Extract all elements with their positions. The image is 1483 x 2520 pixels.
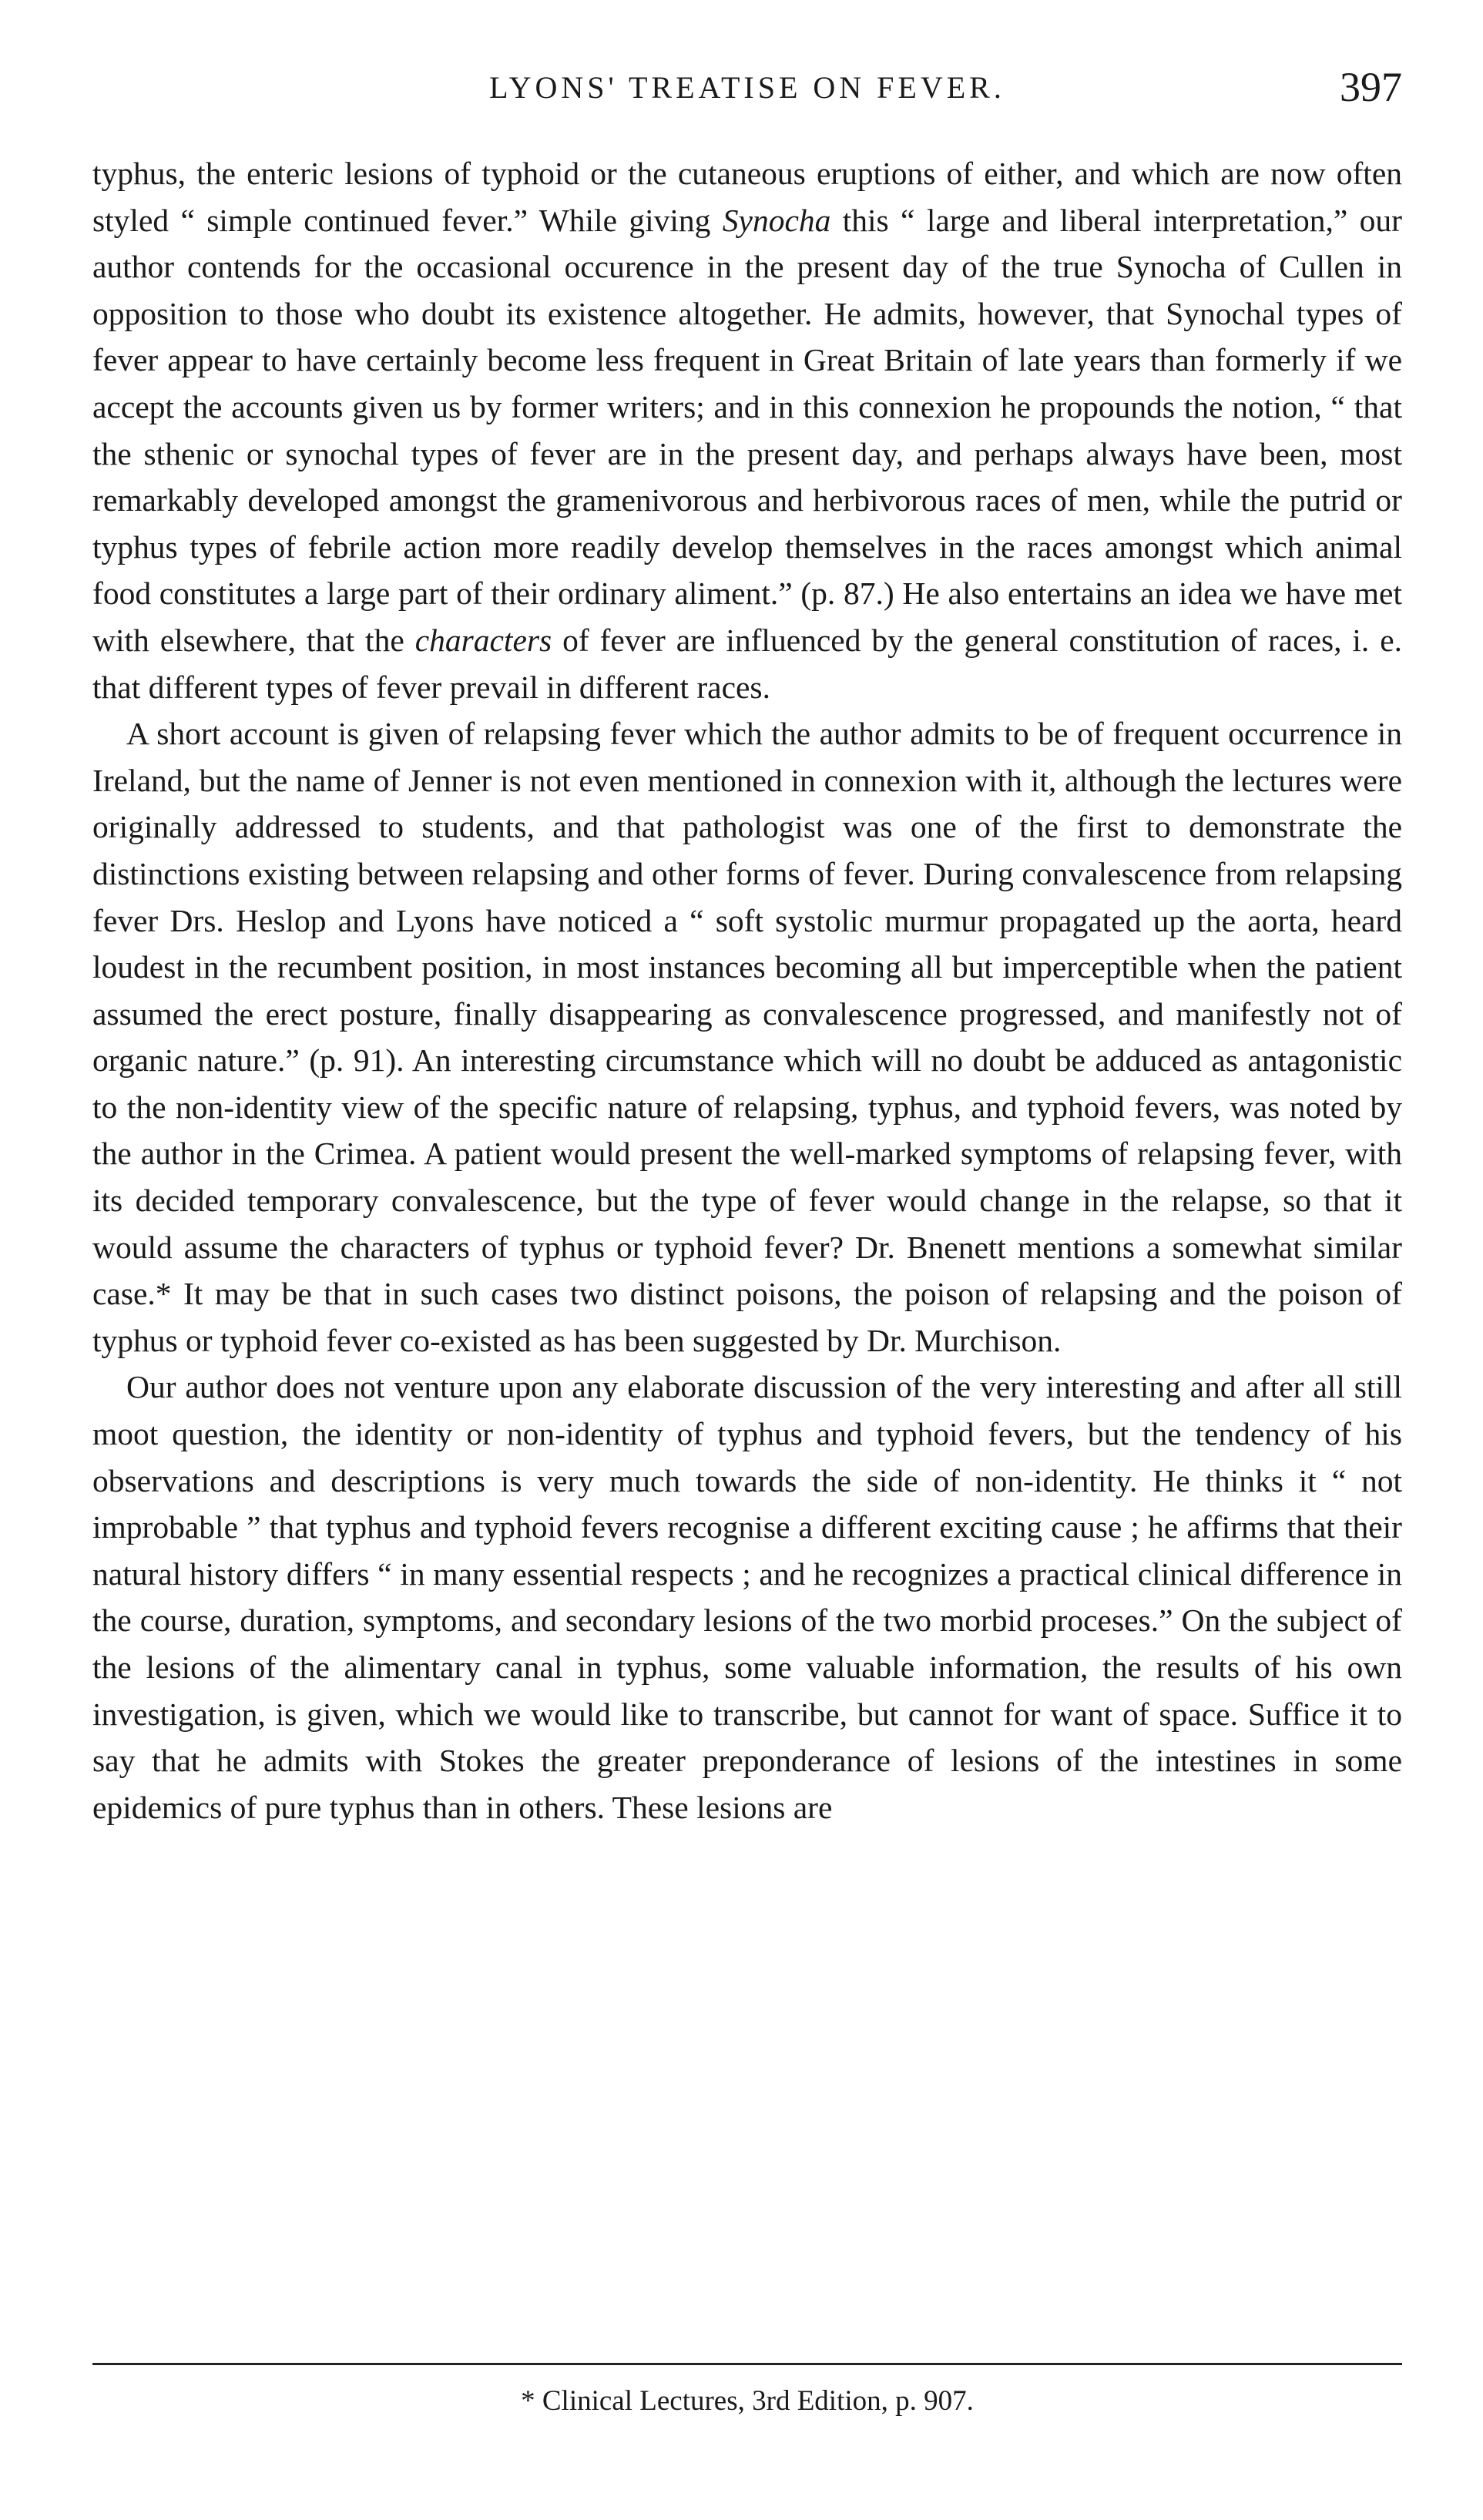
text-run: Our author does not venture upon any elaborate discussion of the very interesting and after all still moot question, the identity or non-identity of typhus and typhoid fevers, but the tendency of his observations and descriptions is very much towards the side of non-identity. He thinks it “ not improbable ” that typhus and typhoid fevers recognise a different exciting cause ; he affirms that their natural history differs “ in many essential respects ; and he recognizes a practical clinical difference in the course, duration, symptoms, and secondary lesions of the two morbid proceses.” On the subject of the lesions of the alimentary canal in typhus, some valuable information, the results of his own investigation, is given, which we would like to transcribe, but cannot for want of space. Suffice it to say that he admits with Stokes the greater preponderance of lesions of the intestines in some epidemics of pure typhus than in others. These lesions are [92,1369,1402,1825]
text-run: of fever are influenced by the general constitution of races, i. e. that different types of fever prevail in different races. [92,622,1403,705]
italic-text: characters [414,622,552,658]
text-run: A short account is given of relapsing fever which the author admits to be of frequent occurrence in Ireland, but the name of Jenner is not even mentioned in connexion with it, although the lectures were originally addressed to students, and that pathologist was one of the first to demonstrate the distinctions existing between relapsing and other forms of fever. During convalescence from relapsing fever Drs. Heslop and Lyons have noticed a “ soft systolic murmur propagated up the aorta, heard loudest in the recumbent position, in most instances becoming all but imperceptible when the patient assumed the erect posture, finally disappearing as convalescence progressed, and manifestly not of organic nature.” (p. 91). An interesting circumstance which will no doubt be adduced as antagonistic to the non-identity view of the specific nature of relapsing, typhus, and typhoid fevers, was noted by the author in the Crimea. A patient would present the well-marked symptoms of relapsing fever, with its decided temporary convalescence, but the type of fever would change in the relapse, so that it would assume the characters of typhus or typhoid fever? Dr. Bnenett mentions a somewhat similar case.* It may be that in such cases two distinct poisons, the poison of relapsing and the poison of typhus or typhoid fever co-existed as has been suggested by Dr. Murchison. [92,716,1402,1358]
body-text [92,150,1402,1830]
footnote: * Clinical Lectures, 3rd Edition, p. 907. [521,2385,974,2417]
footnote-rule [92,2363,1402,2365]
paragraph [92,710,1402,1364]
running-title: LYONS' TREATISE ON FEVER. [489,70,1005,105]
text-run: typhus, the enteric lesions of typhoid or the cutaneous eruptions of either, and which are now often styled “ simple continued fever.” While giving [92,156,1402,238]
paragraph [92,1364,1402,1830]
italic-text: Synocha [722,202,831,238]
text-run: this “ large and liberal interpretation,” our author contends for the occasional occurence in the present day of the true Synocha of Cullen in opposition to those who doubt its existence altogether. He admits, however, that Synochal types of fever appear to have certainly become less frequent in Great Britain of late years than formerly if we accept the accounts given us by former writers; and in this connexion he propounds the notion, “ that the sthenic or synochal types of fever are in the present day, and perhaps always have been, most remarkably developed amongst the gramenivorous and herbivorous races of men, while the putrid or typhus types of febrile action more readily develop themselves in the races amongst which animal food constitutes a large part of their ordinary aliment.” (p. 87.) He also entertains an idea we have met with elsewhere, that the [92,202,1402,658]
paragraph [92,150,1402,710]
running-head [92,64,1402,123]
page-number: 397 [1340,64,1402,110]
